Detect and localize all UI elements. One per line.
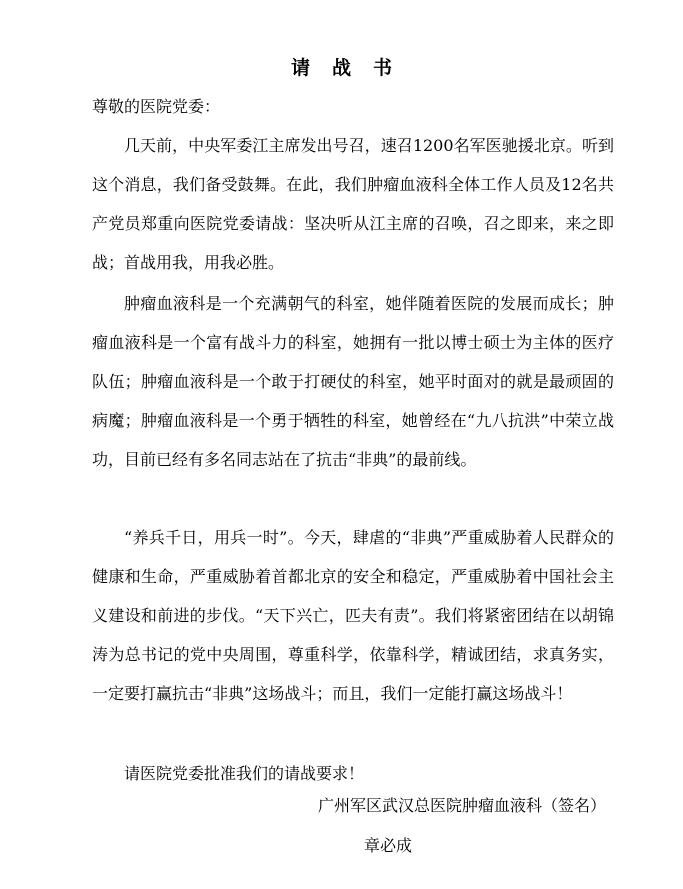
- paragraph-2: 肿瘤血液科是一个充满朝气的科室，她伴随着医院的发展而成长；肿瘤血液科是一个富有战斗力的科室，她拥有一批以博士硕士为主体的医疗队伍；肿瘤血液科是一个敢于打硬仗的科室，她平时面对的就是最顽固的病魔；肿瘤血液科是一个勇于牺牲的科室，她曾经在“九八抗洪”中荣立战功，目前已经有多名同志站在了抗击“非典”的最前线。: [92, 294, 614, 469]
- paragraph-1: 几天前，中央军委江主席发出号召，速召1200名军医驰援北京。听到这个消息，我们备受鼓舞。在此，我们肿瘤血液科全体工作人员及12名共产党员郑重向医院党委请战：坚决听从江主席的召唤，召之即来，来之即战；首战用我，用我必胜。: [92, 136, 614, 272]
- signature-name: 章必成: [364, 836, 413, 855]
- document-title: 请战书: [290, 57, 414, 79]
- paragraph-3: “养兵千日，用兵一时”。今天，肆虐的“非典”严重威胁着人民群众的健康和生命，严重威胁着首都北京的安全和稳定，严重威胁着中国社会主义建设和前进的步伐。“天下兴亡，匹夫有责”。我们将紧密团结在以胡锦涛为总书记的党中央周围，尊重科学，依靠科学，精诚团结，求真务实，一定要打赢抗击“非典”这场战斗；而且，我们一定能打赢这场战斗！: [92, 528, 614, 703]
- paragraph-4: 请医院党委批准我们的请战要求！: [124, 764, 365, 783]
- signature-organization: 广州军区武汉总医院肿瘤血液科（签名）: [317, 796, 606, 815]
- salutation: 尊敬的医院党委：: [92, 97, 221, 116]
